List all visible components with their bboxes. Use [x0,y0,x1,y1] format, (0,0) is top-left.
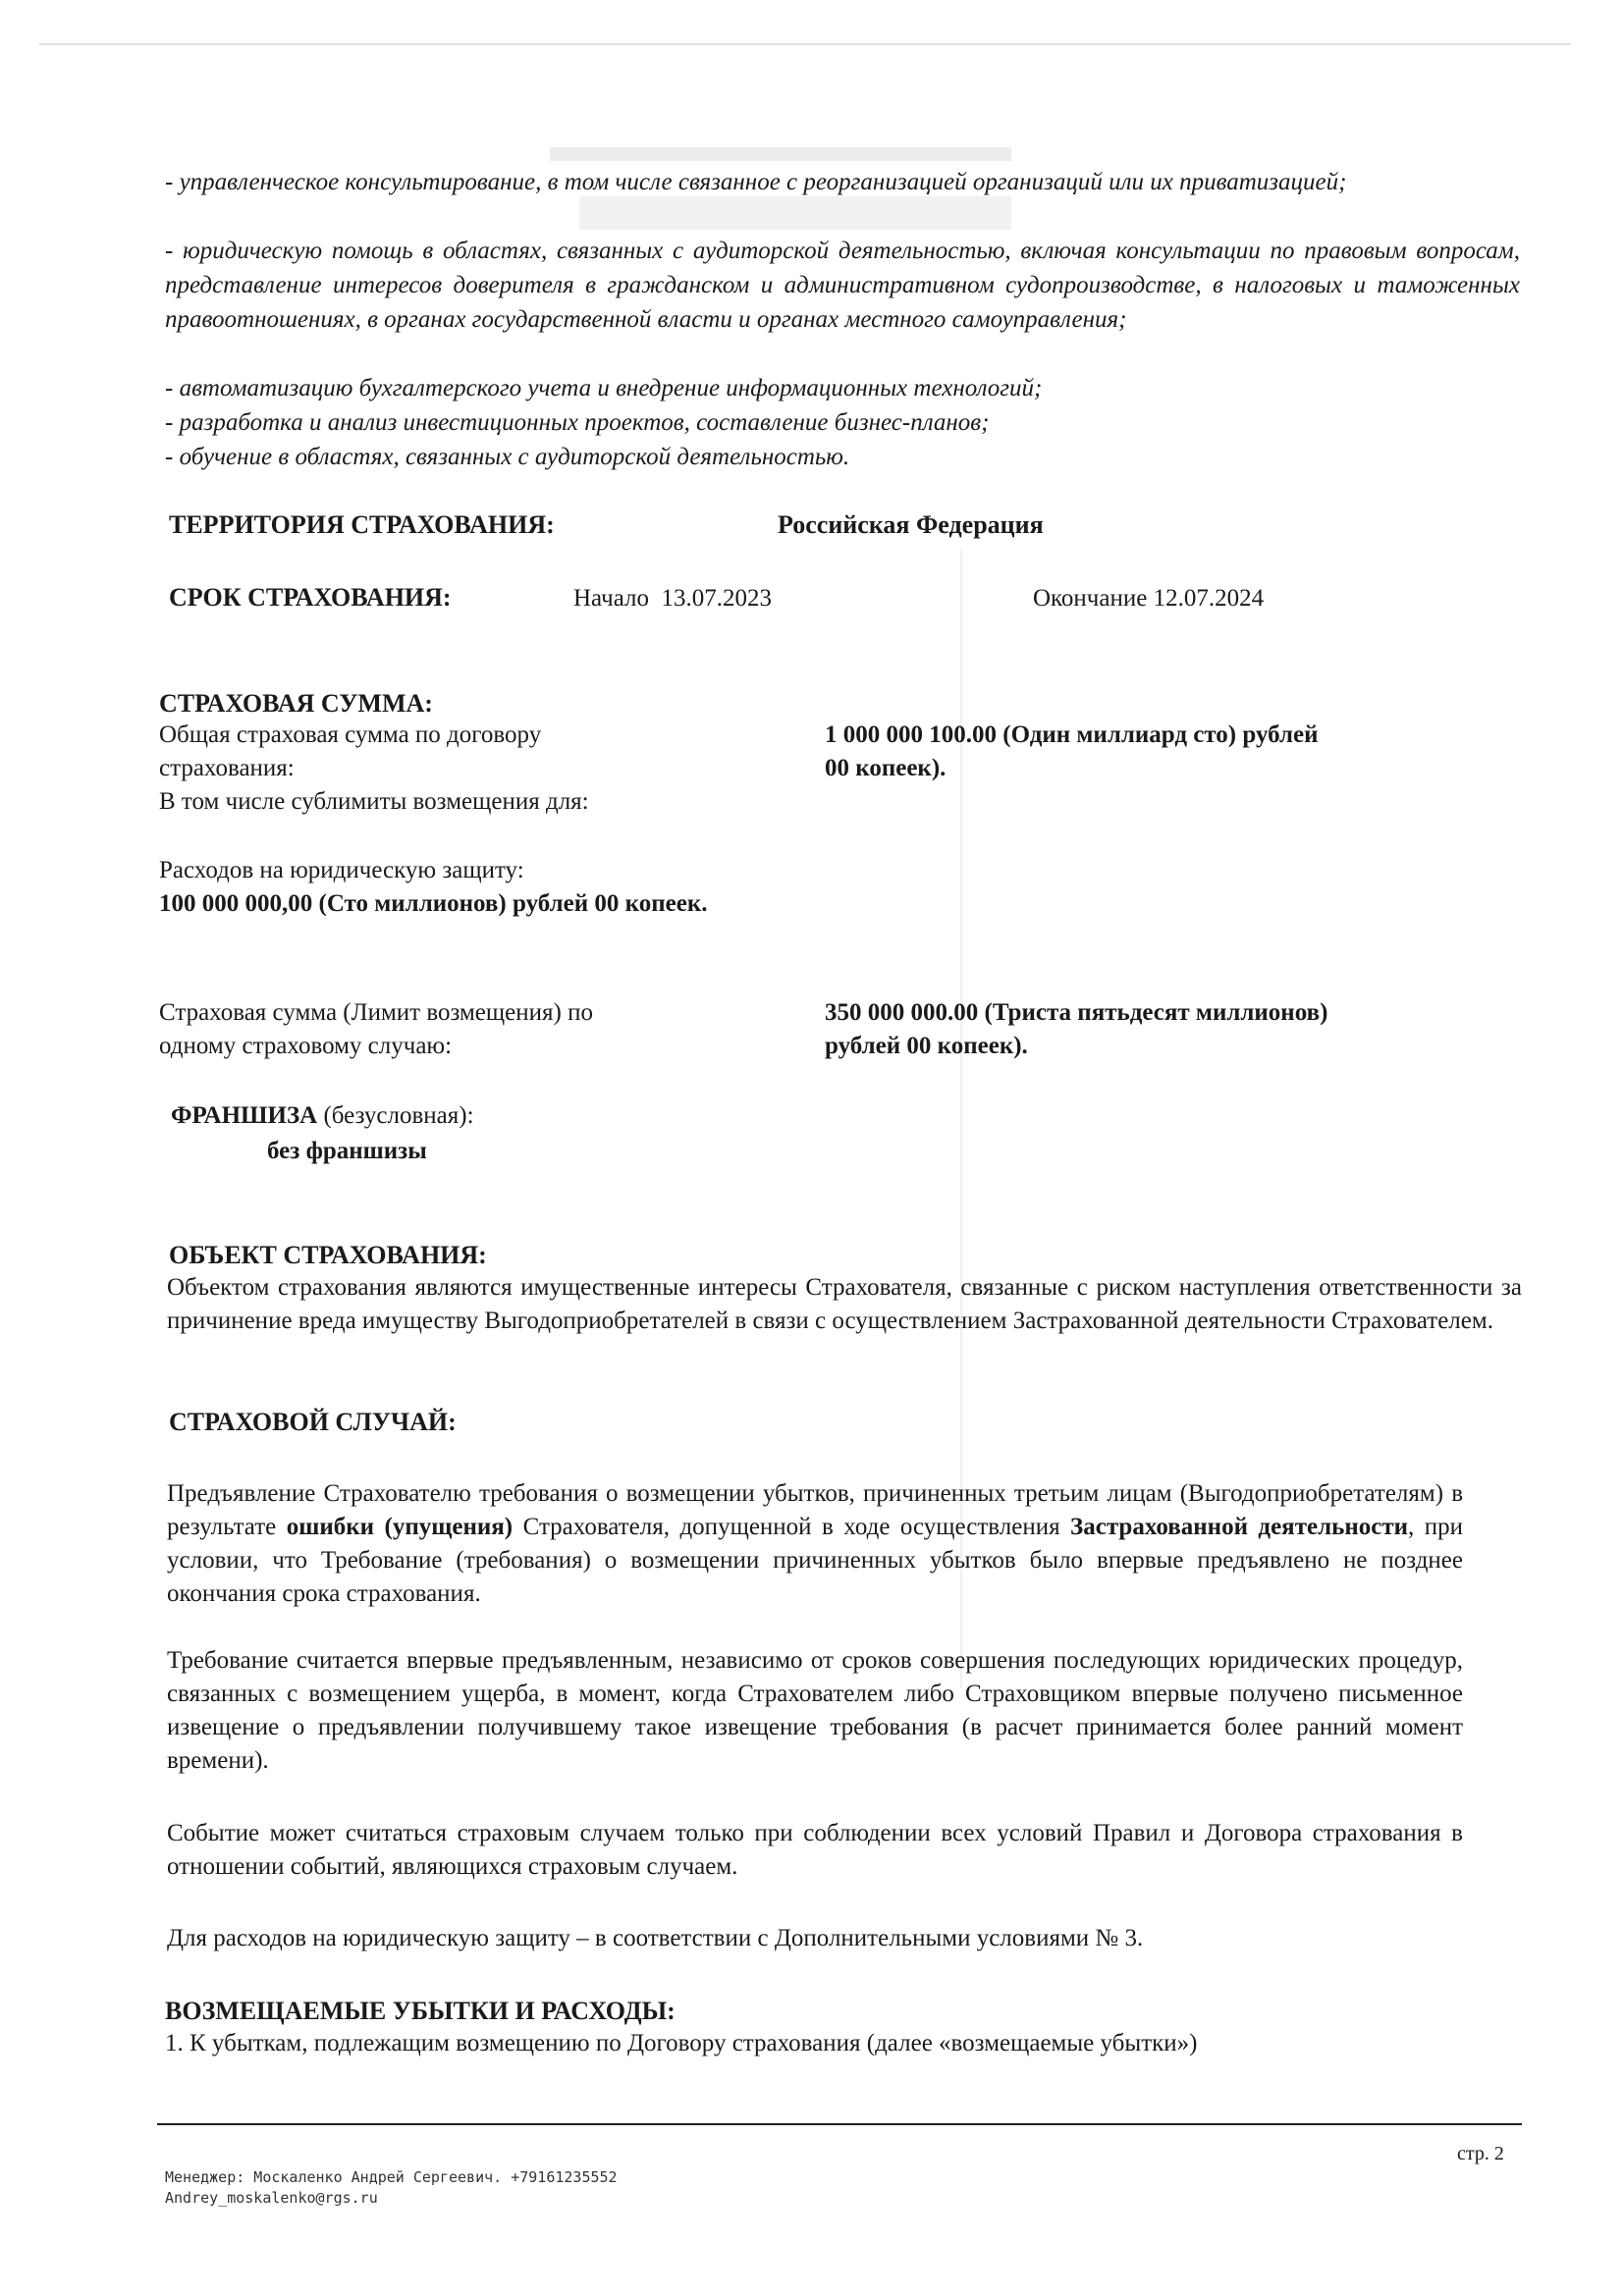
term-start [573,582,772,614]
sum-heading: СТРАХОВАЯ СУММА: [159,689,433,718]
sum-total-label: страхования: [159,755,295,781]
activity-item: - управленческое консультирование, в том числе связанное с реорганизацией организаций или их приватизацией; [165,169,1347,195]
legal-expenses-label: Расходов на юридическую защиту: [159,857,524,883]
scan-ghost-bar [550,147,1011,161]
scan-ghost-bar [579,196,1011,230]
per-case-label: одному страховому случаю: [159,1033,453,1059]
franchise-label [171,1099,474,1132]
activity-item: - автоматизацию бухгалтерского учета и внедрение информационных технологий; [165,375,1043,401]
case-p1-error: ошибки (упущения) [286,1514,514,1540]
franchise-label-rest: (безусловная): [317,1102,474,1129]
page-number: стр. 2 [1457,2143,1504,2164]
object-heading: ОБЪЕКТ СТРАХОВАНИЯ: [169,1241,487,1269]
footer-divider [157,2123,1522,2125]
case-paragraph-4: Для расходов на юридическую защиту – в соответствии с Дополнительными условиями № 3. [167,1925,1144,1951]
term-end-date: 12.07.2024 [1153,585,1265,612]
activity-item: - обучение в областях, связанных с аудиторской деятельностью. [165,444,850,470]
scan-top-line [39,43,1571,45]
per-case-value: 350 000 000.00 (Триста пятьдесят миллионов) [825,999,1328,1026]
territory-label: ТЕРРИТОРИЯ СТРАХОВАНИЯ: [169,510,555,539]
losses-heading: ВОЗМЕЩАЕМЫЕ УБЫТКИ И РАСХОДЫ: [165,1997,676,2025]
case-paragraph-2: Требование считается впервые предъявленным, независимо от сроков совершения последующих юридических процедур, связанных с возмещением ущерба, в момент, когда Страхователем либо Страховщиком впервые получено письменное извещение о предъявлении получившему такое извещение требования (в расчет принимается более ранний момент времени). [167,1647,1463,1774]
franchise-value: без франшизы [267,1138,427,1164]
case-p1-activity: Застрахованной деятельности [1070,1514,1409,1540]
term-start-date: 13.07.2023 [661,585,773,612]
footer-manager: Менеджер: Москаленко Андрей Сергеевич. +79161235552 [165,2168,618,2186]
case-p1-a: Предъявление Страхователю требования о возмещении убытков, причиненных третьим лицам (Выгодоприобретателям) в результате [167,1480,1463,1540]
franchise-label-bold: ФРАНШИЗА [171,1102,318,1129]
case-p1-e: , при условии, что Требование (требования) о возмещении причиненных убытков было впервые предъявлено не позднее окончания срока страхования. [167,1514,1463,1607]
footer-email: Andrey_moskalenko@rgs.ru [165,2189,378,2207]
losses-item-1: 1. К убыткам, подлежащим возмещению по Договору страхования (далее «возмещаемые убытки») [165,2030,1198,2056]
case-paragraph-1 [167,1477,1463,1611]
activity-item: - разработка и анализ инвестиционных проектов, составление бизнес-планов; [165,409,990,436]
term-label: СРОК СТРАХОВАНИЯ: [169,583,452,612]
term-start-label: Начало [573,585,650,612]
sum-total-value: 00 копеек). [825,755,947,781]
per-case-value: рублей 00 копеек). [825,1033,1028,1059]
case-paragraph-3: Событие может считаться страховым случаем только при соблюдении всех условий Правил и Договора страхования в отношении событий, являющихся страховым случаем. [167,1820,1463,1880]
case-heading: СТРАХОВОЙ СЛУЧАЙ: [169,1408,457,1436]
sum-total-label: Общая страховая сумма по договору [159,721,542,748]
activity-item: - юридическую помощь в областях, связанных с аудиторской деятельностью, включая консультации по правовым вопросам, представление интересов доверителя в гражданском и административном судопроизводстве, в налоговых и таможенных правоотношениях, в органах государственной власти и органах местного самоуправления; [165,238,1520,333]
object-text: Объектом страхования являются имущественные интересы Страхователя, связанные с риском наступления ответственности за причинение вреда имуществу Выгодоприобретателей в связи с осуществлением Застрахованной деятельности Страхователем. [167,1274,1522,1334]
term-end-label: Окончание [1033,585,1148,612]
legal-expenses-value: 100 000 000,00 (Сто миллионов) рублей 00 копеек. [159,890,708,917]
sum-sublimits: В том числе сублимиты возмещения для: [159,788,589,815]
term-end [1033,582,1264,614]
per-case-label: Страховая сумма (Лимит возмещения) по [159,999,593,1026]
sum-total-value: 1 000 000 100.00 (Один миллиард сто) рублей [825,721,1319,748]
case-p1-c: Страхователя, допущенной в ходе осуществления [513,1514,1071,1540]
territory-value: Российская Федерация [778,510,1044,539]
